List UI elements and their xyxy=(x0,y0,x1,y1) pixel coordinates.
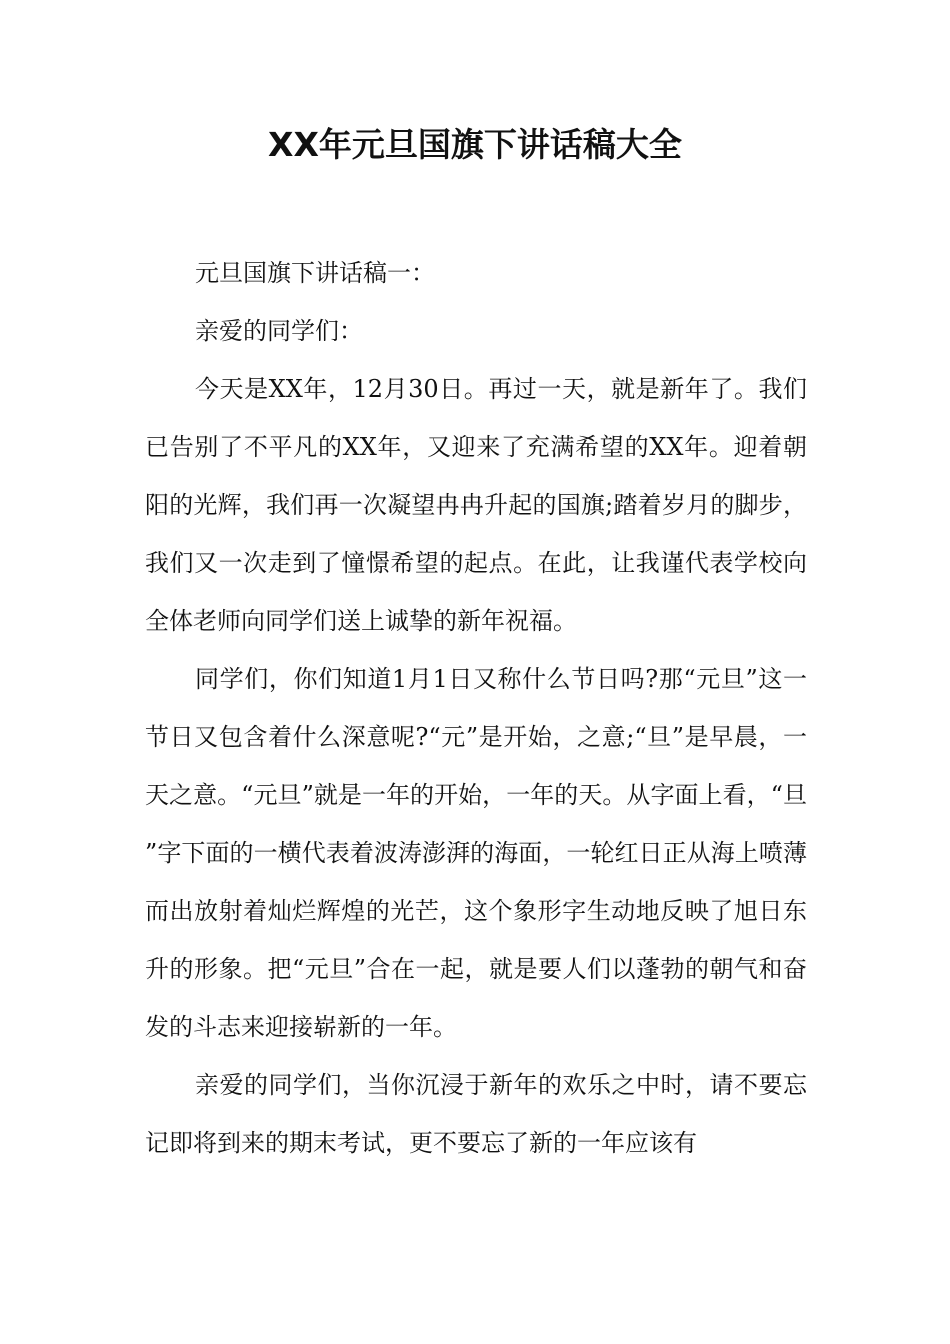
document-body xyxy=(145,244,807,1172)
paragraph: 今天是XX年，12月30日。再过一天，就是新年了。我们已告别了不平凡的XX年，又迎来了充满希望的XX年。迎着朝阳的光辉，我们再一次凝望冉冉升起的国旗;踏着岁月的脚步，我们又一次走到了憧憬希望的起点。在此，让我谨代表学校向全体老师向同学们送上诚挚的新年祝福。 xyxy=(145,375,807,635)
paragraph-salutation: 亲爱的同学们： xyxy=(195,317,363,345)
document-title: XX年元旦国旗下讲话稿大全 xyxy=(268,125,682,164)
paragraph: 亲爱的同学们，当你沉浸于新年的欢乐之中时，请不要忘记即将到来的期末考试，更不要忘了新的一年应该有 xyxy=(145,1071,807,1157)
paragraph-heading: 元旦国旗下讲话稿一： xyxy=(195,259,435,287)
paragraph: 同学们，你们知道1月1日又称什么节日吗?那“元旦”这一节日又包含着什么深意呢?“元”是开始，之意;“旦”是早晨，一天之意。“元旦”就是一年的开始，一年的天。从字面上看，“旦”字下面的一横代表着波涛澎湃的海面，一轮红日正从海上喷薄而出放射着灿烂辉煌的光芒，这个象形字生动地反映了旭日东升的形象。把“元旦”合在一起，就是要人们以蓬勃的朝气和奋发的斗志来迎接崭新的一年。 xyxy=(145,665,807,1041)
